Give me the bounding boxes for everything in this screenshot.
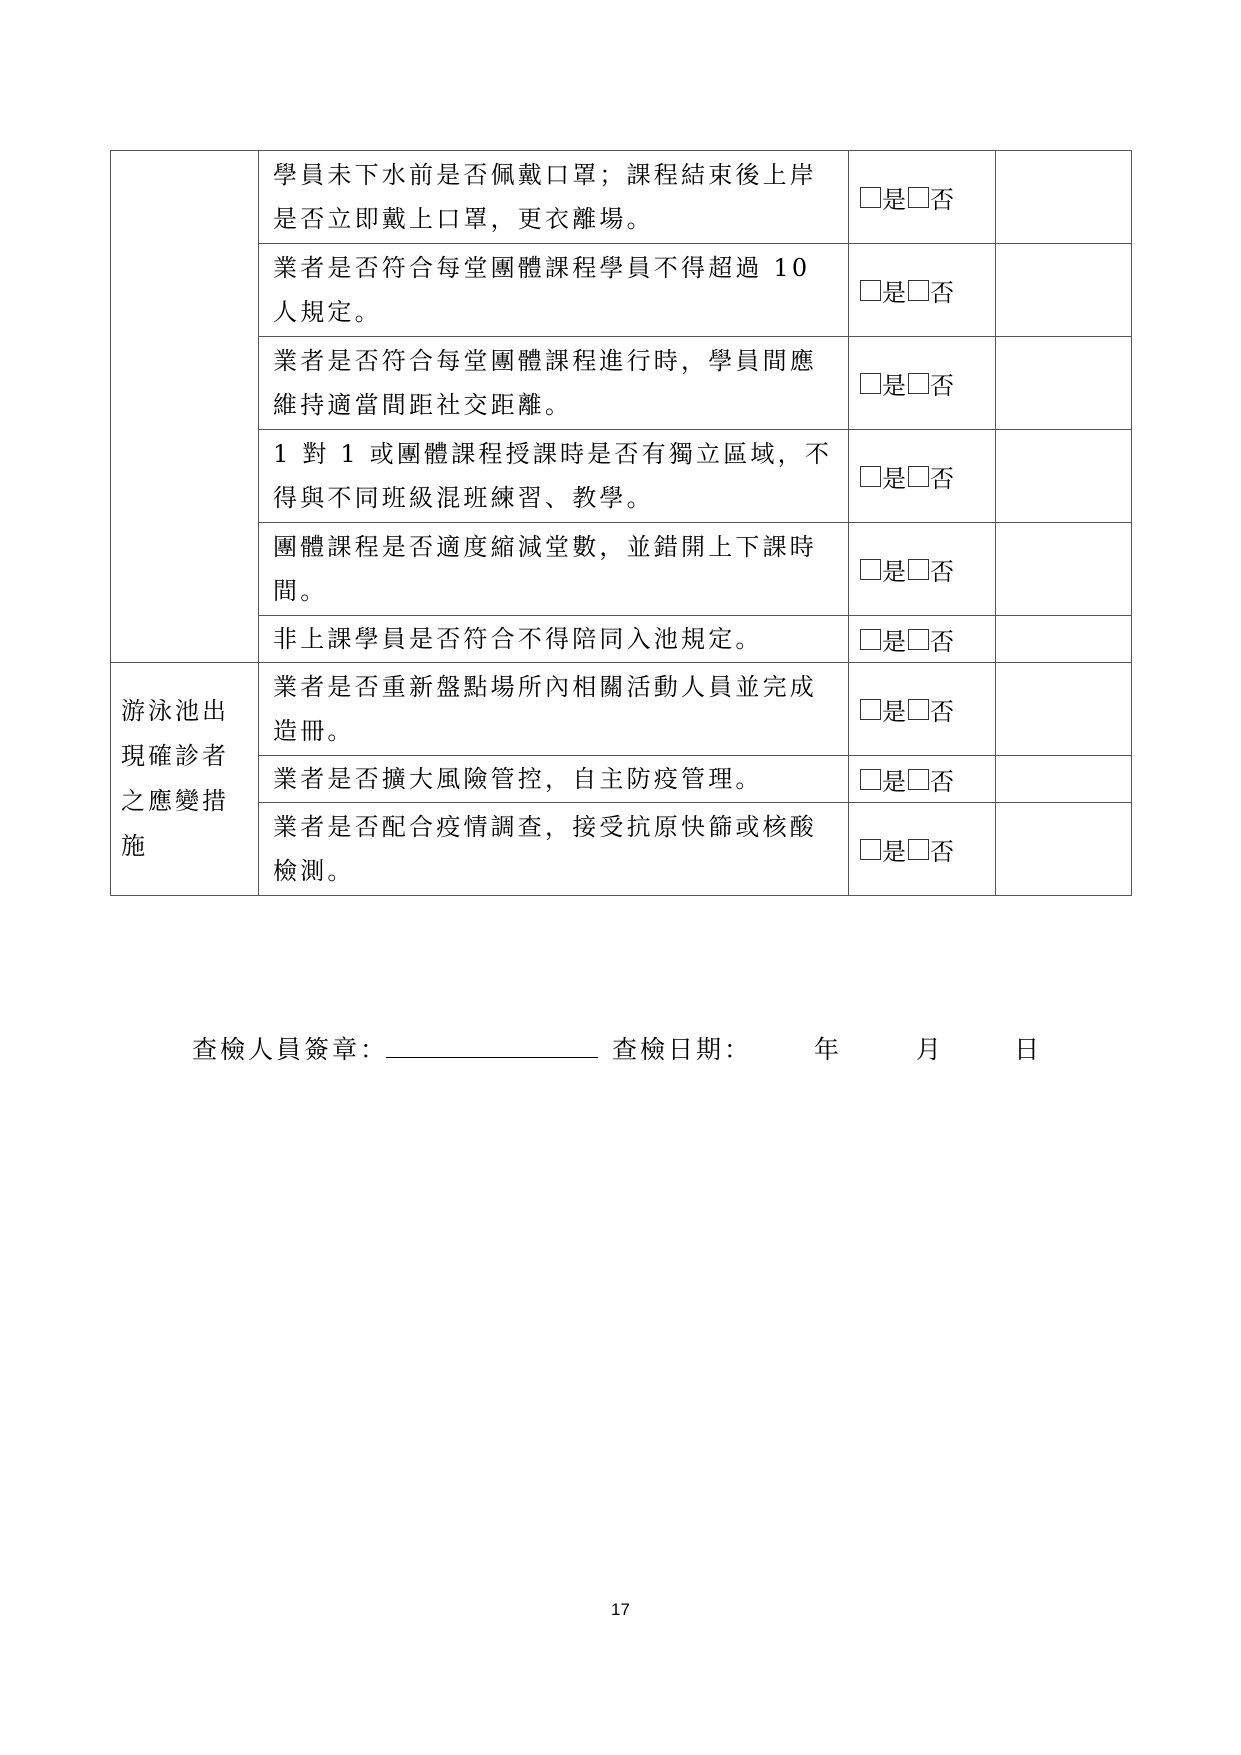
category-cell-continued bbox=[111, 151, 259, 663]
table-row bbox=[111, 337, 1132, 430]
no-label: 否 bbox=[930, 697, 954, 726]
no-label: 否 bbox=[930, 767, 954, 796]
yes-label: 是 bbox=[882, 557, 906, 586]
item-cell bbox=[259, 523, 849, 616]
no-label: 否 bbox=[930, 464, 954, 493]
yes-label: 是 bbox=[882, 627, 906, 656]
yes-no-cell bbox=[849, 151, 996, 244]
no-label: 否 bbox=[930, 627, 954, 656]
table-row bbox=[111, 523, 1132, 616]
yes-no-cell bbox=[849, 616, 996, 663]
item-cell bbox=[259, 337, 849, 430]
item-cell bbox=[259, 616, 849, 663]
item-text: 1 對 1 或團體課程授課時是否有獨立區域，不得與不同班級混班練習、教學。 bbox=[273, 440, 833, 512]
table-row bbox=[111, 756, 1132, 803]
yes-no-cell bbox=[849, 244, 996, 337]
item-cell bbox=[259, 430, 849, 523]
no-checkbox[interactable] bbox=[908, 839, 929, 860]
item-text: 業者是否擴大風險管控，自主防疫管理。 bbox=[273, 765, 763, 793]
no-checkbox[interactable] bbox=[908, 280, 929, 301]
yes-no-cell bbox=[849, 663, 996, 756]
yes-no-cell bbox=[849, 803, 996, 896]
yes-checkbox[interactable] bbox=[860, 629, 881, 650]
table-row bbox=[111, 803, 1132, 896]
yes-checkbox[interactable] bbox=[860, 280, 881, 301]
remarks-cell[interactable] bbox=[996, 616, 1132, 663]
remarks-cell[interactable] bbox=[996, 244, 1132, 337]
no-label: 否 bbox=[930, 278, 954, 307]
no-checkbox[interactable] bbox=[908, 373, 929, 394]
inspector-signature-field[interactable] bbox=[386, 1031, 598, 1058]
no-label: 否 bbox=[930, 185, 954, 214]
signature-line bbox=[192, 1030, 1042, 1066]
item-cell bbox=[259, 244, 849, 337]
table-row bbox=[111, 430, 1132, 523]
item-cell bbox=[259, 151, 849, 244]
category-text: 游泳池出現確診者之應變措施 bbox=[121, 697, 229, 860]
remarks-cell[interactable] bbox=[996, 803, 1132, 896]
yes-no-cell bbox=[849, 337, 996, 430]
yes-label: 是 bbox=[882, 278, 906, 307]
item-text: 業者是否符合每堂團體課程進行時，學員間應維持適當間距社交距離。 bbox=[273, 347, 817, 419]
yes-label: 是 bbox=[882, 697, 906, 726]
month-label: 月 bbox=[916, 1035, 945, 1064]
yes-checkbox[interactable] bbox=[860, 466, 881, 487]
item-cell bbox=[259, 803, 849, 896]
item-text: 業者是否配合疫情調查，接受抗原快篩或核酸檢測。 bbox=[273, 813, 817, 885]
yes-label: 是 bbox=[882, 837, 906, 866]
remarks-cell[interactable] bbox=[996, 663, 1132, 756]
table-row bbox=[111, 616, 1132, 663]
remarks-cell[interactable] bbox=[996, 337, 1132, 430]
no-label: 否 bbox=[930, 837, 954, 866]
yes-label: 是 bbox=[882, 371, 906, 400]
remarks-cell[interactable] bbox=[996, 151, 1132, 244]
remarks-cell[interactable] bbox=[996, 430, 1132, 523]
no-checkbox[interactable] bbox=[908, 769, 929, 790]
yes-label: 是 bbox=[882, 185, 906, 214]
yes-checkbox[interactable] bbox=[860, 769, 881, 790]
yes-no-cell bbox=[849, 756, 996, 803]
item-cell bbox=[259, 663, 849, 756]
category-cell bbox=[111, 663, 259, 896]
item-text: 非上課學員是否符合不得陪同入池規定。 bbox=[273, 625, 763, 653]
no-label: 否 bbox=[930, 371, 954, 400]
inspector-signature-label: 查檢人員簽章： bbox=[192, 1035, 389, 1064]
yes-checkbox[interactable] bbox=[860, 187, 881, 208]
item-text: 學員未下水前是否佩戴口罩；課程結束後上岸是否立即戴上口罩，更衣離場。 bbox=[273, 161, 817, 233]
yes-checkbox[interactable] bbox=[860, 839, 881, 860]
inspection-date-label: 查檢日期： bbox=[612, 1035, 753, 1064]
table-row bbox=[111, 663, 1132, 756]
yes-no-cell bbox=[849, 523, 996, 616]
remarks-cell[interactable] bbox=[996, 523, 1132, 616]
yes-label: 是 bbox=[882, 464, 906, 493]
yes-label: 是 bbox=[882, 767, 906, 796]
no-checkbox[interactable] bbox=[908, 187, 929, 208]
no-checkbox[interactable] bbox=[908, 559, 929, 580]
day-label: 日 bbox=[1014, 1035, 1043, 1064]
no-checkbox[interactable] bbox=[908, 466, 929, 487]
year-label: 年 bbox=[814, 1035, 843, 1064]
yes-checkbox[interactable] bbox=[860, 373, 881, 394]
item-text: 業者是否符合每堂團體課程學員不得超過 10 人規定。 bbox=[273, 254, 811, 326]
item-text: 業者是否重新盤點場所內相關活動人員並完成造冊。 bbox=[273, 673, 817, 745]
no-checkbox[interactable] bbox=[908, 629, 929, 650]
page-number: 17 bbox=[611, 1600, 630, 1619]
item-cell bbox=[259, 756, 849, 803]
yes-checkbox[interactable] bbox=[860, 559, 881, 580]
yes-no-cell bbox=[849, 430, 996, 523]
no-checkbox[interactable] bbox=[908, 699, 929, 720]
no-label: 否 bbox=[930, 557, 954, 586]
inspection-checklist-table bbox=[110, 150, 1132, 896]
remarks-cell[interactable] bbox=[996, 756, 1132, 803]
table-row bbox=[111, 151, 1132, 244]
item-text: 團體課程是否適度縮減堂數，並錯開上下課時間。 bbox=[273, 533, 817, 605]
yes-checkbox[interactable] bbox=[860, 699, 881, 720]
table-row bbox=[111, 244, 1132, 337]
